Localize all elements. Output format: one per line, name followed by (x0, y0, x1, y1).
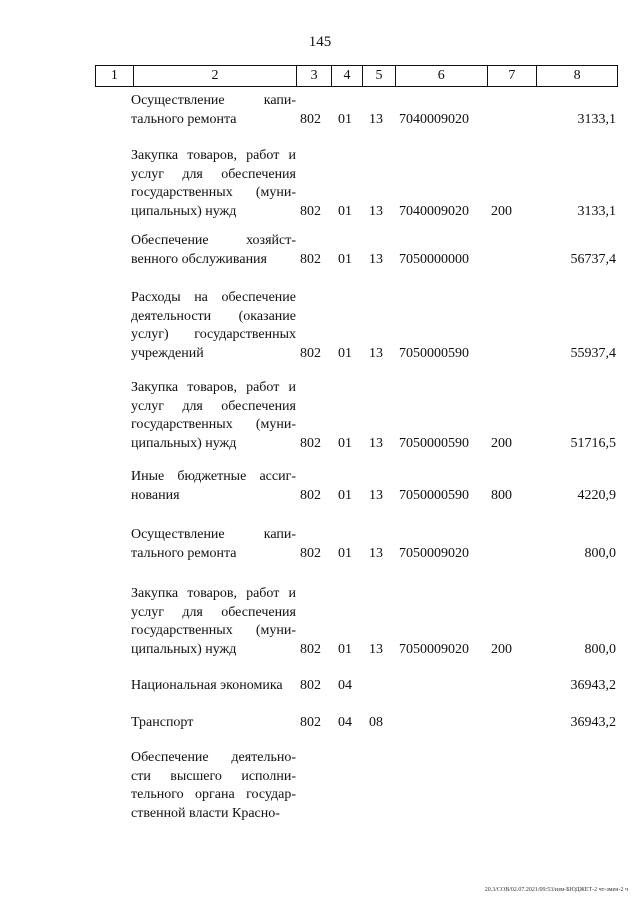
row-name-line: сти высшего исполни- (131, 768, 296, 784)
cell-c4: 04 (338, 678, 352, 693)
header-col-3: 3 (297, 66, 332, 86)
cell-c8: 56737,4 (570, 251, 616, 267)
row-name (131, 92, 296, 129)
cell-c4: 04 (338, 715, 352, 730)
row-name-line: государственных (муни- (131, 417, 296, 432)
cell-c6: 7050000590 (399, 435, 469, 451)
cell-c8: 800,0 (584, 545, 616, 561)
cell-c6: 7040009020 (399, 203, 469, 219)
row-name-line: ственной власти Красно- (131, 805, 280, 821)
row-name (131, 677, 296, 696)
cell-c8: 800,0 (584, 641, 616, 657)
row-name-line: услуг) государственных (131, 327, 296, 342)
cell-c3: 802 (300, 111, 321, 127)
row-name (131, 526, 296, 563)
cell-c8: 36943,2 (570, 678, 616, 693)
cell-c8: 51716,5 (570, 435, 616, 451)
row-name (131, 468, 296, 505)
row-name-line: Закупка товаров, работ и (131, 380, 296, 395)
cell-c3: 802 (300, 641, 321, 657)
row-name (131, 749, 296, 823)
cell-c4: 01 (338, 203, 352, 219)
cell-c3: 802 (300, 203, 321, 219)
cell-c6: 7050000590 (399, 345, 469, 361)
row-name-line: Расходы на обеспечение (131, 290, 296, 305)
row-name-line: государственных (муни- (131, 185, 296, 200)
row-name-line: венного обслуживания (131, 251, 267, 267)
row-name-line: тального ремонта (131, 111, 237, 127)
cell-c4: 01 (338, 111, 352, 127)
row-name (131, 714, 296, 733)
cell-c6: 7050000000 (399, 251, 469, 267)
row-name-line: государственных (муни- (131, 623, 296, 638)
row-name-line: Закупка товаров, работ и (131, 148, 296, 163)
header-col-2: 2 (134, 66, 297, 86)
row-name-line: учреждений (131, 345, 204, 361)
header-col-4: 4 (332, 66, 363, 86)
row-name-line: услуг для обеспечения (131, 604, 296, 620)
row-name-line: ципальных) нужд (131, 435, 237, 451)
page-number: 145 (308, 34, 332, 50)
cell-c3: 802 (300, 251, 321, 267)
cell-c3: 802 (300, 345, 321, 361)
cell-c4: 01 (338, 545, 352, 561)
cell-c5: 13 (369, 111, 383, 127)
row-name (131, 232, 296, 269)
cell-c4: 01 (338, 487, 352, 503)
row-name (131, 379, 296, 453)
cell-c3: 802 (300, 545, 321, 561)
cell-c8: 3133,1 (577, 203, 616, 219)
table-header-row (95, 65, 618, 87)
row-name-line: Закупка товаров, работ и (131, 586, 296, 601)
cell-c5: 08 (369, 715, 383, 730)
row-name-line: услуг для обеспечения (131, 166, 296, 182)
header-col-6: 6 (396, 66, 488, 86)
row-name-line: Национальная экономика (131, 678, 283, 693)
row-name-line: тельного органа государ- (131, 787, 296, 802)
row-name-line: Обеспечение хозяйст- (131, 233, 296, 248)
cell-c4: 01 (338, 345, 352, 361)
cell-c5: 13 (369, 641, 383, 657)
cell-c5: 13 (369, 345, 383, 361)
cell-c4: 01 (338, 641, 352, 657)
cell-c6: 7040009020 (399, 111, 469, 127)
row-name (131, 585, 296, 659)
cell-c3: 802 (300, 435, 321, 451)
cell-c3: 802 (300, 715, 321, 730)
cell-c4: 01 (338, 435, 352, 451)
cell-c8: 4220,9 (577, 487, 616, 503)
cell-c6: 7050009020 (399, 545, 469, 561)
cell-c7: 200 (491, 435, 512, 451)
cell-c7: 200 (491, 641, 512, 657)
row-name (131, 289, 296, 363)
cell-c5: 13 (369, 487, 383, 503)
row-name-line: услуг для обеспечения (131, 398, 296, 414)
cell-c4: 01 (338, 251, 352, 267)
cell-c8: 3133,1 (577, 111, 616, 127)
cell-c6: 7050009020 (399, 641, 469, 657)
header-col-1: 1 (96, 66, 134, 86)
header-col-7: 7 (488, 66, 538, 86)
cell-c8: 55937,4 (570, 345, 616, 361)
header-col-8: 8 (573, 68, 581, 83)
row-name-line: деятельности (оказание (131, 308, 296, 324)
cell-c5: 13 (369, 251, 383, 267)
row-name-line: Иные бюджетные ассиг- (131, 469, 296, 484)
cell-c3: 802 (300, 678, 321, 693)
row-name-line: Обеспечение деятельно- (131, 750, 296, 765)
cell-c7: 800 (491, 487, 512, 503)
footer-stamp: 20.3/СОВ/02.07.2021/09:53/изм-БЮДЖЕТ-2 чт-эмен-2 ч (484, 887, 628, 893)
row-name-line: ципальных) нужд (131, 641, 237, 657)
cell-c8: 36943,2 (570, 715, 616, 730)
row-name (131, 147, 296, 221)
row-name-line: Осуществление капи- (131, 527, 296, 542)
row-name-line: Транспорт (131, 715, 194, 730)
row-name-line: нования (131, 487, 180, 503)
cell-c7: 200 (491, 203, 512, 219)
cell-c5: 13 (369, 545, 383, 561)
cell-c3: 802 (300, 487, 321, 503)
row-name-line: ципальных) нужд (131, 203, 237, 219)
row-name-line: тального ремонта (131, 545, 237, 561)
cell-c5: 13 (369, 203, 383, 219)
cell-c6: 7050000590 (399, 487, 469, 503)
row-name-line: Осуществление капи- (131, 93, 296, 108)
cell-c5: 13 (369, 435, 383, 451)
header-col-5: 5 (363, 66, 396, 86)
